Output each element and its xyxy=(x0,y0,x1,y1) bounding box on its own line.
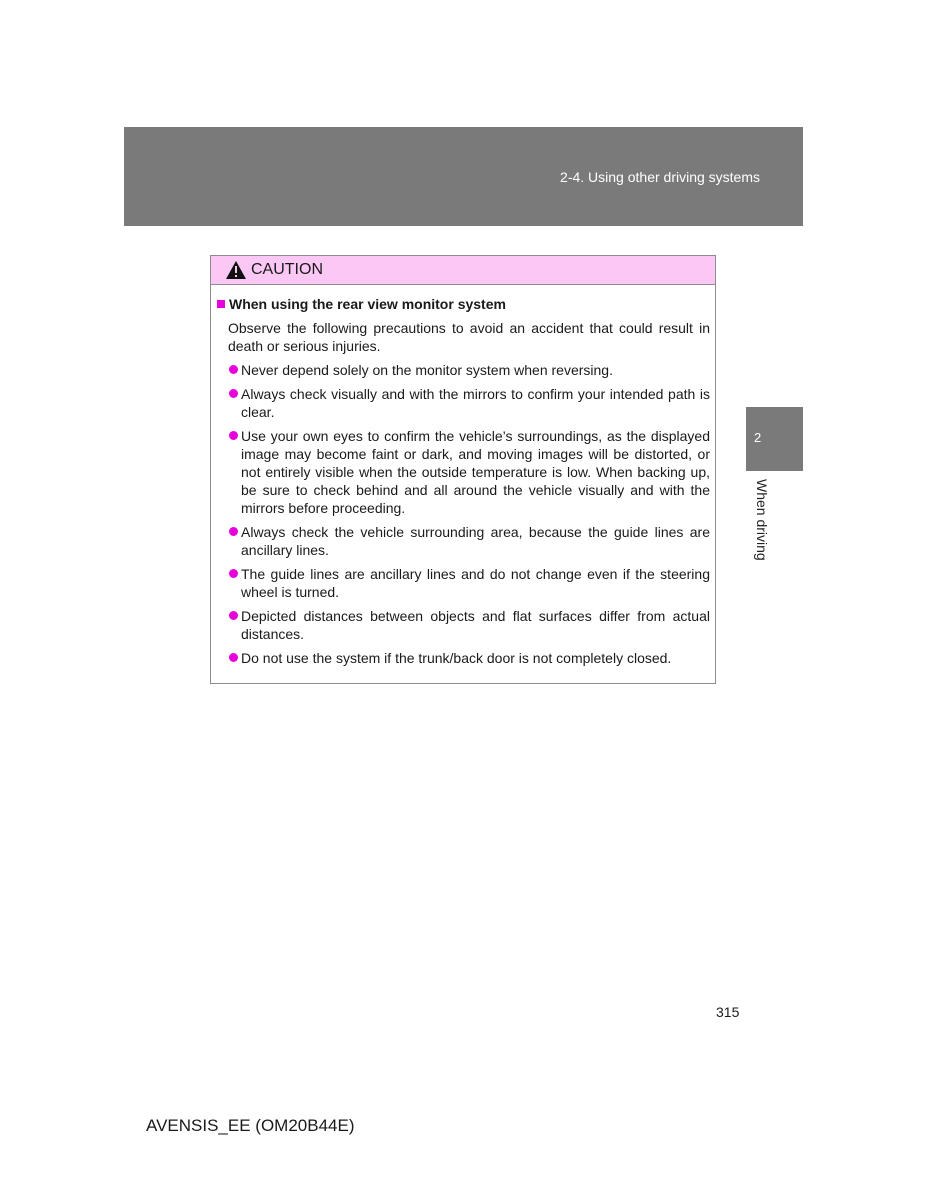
chapter-number: 2 xyxy=(754,430,762,445)
caution-section-title: When using the rear view monitor system xyxy=(229,296,506,312)
bullet-text: Always check visually and with the mirrors to confirm your intended path is clear. xyxy=(241,386,710,420)
bullet-dot-icon xyxy=(229,431,238,440)
bullet-dot-icon xyxy=(229,389,238,398)
caution-bullet-list xyxy=(216,361,710,667)
bullet-dot-icon xyxy=(229,569,238,578)
list-item xyxy=(216,361,710,379)
bullet-text: Use your own eyes to confirm the vehicle’s surroundings, as the displayed image may become faint or dark, and moving images will be distorted, or not entirely visible when the outside temperature is low. When backing up, be sure to check behind and all around the vehicle visually and with the mirrors before proceeding. xyxy=(241,428,710,516)
bullet-text: The guide lines are ancillary lines and do not change even if the steering wheel is turned. xyxy=(241,566,710,600)
warning-triangle-icon xyxy=(225,260,247,280)
bullet-text: Never depend solely on the monitor system when reversing. xyxy=(241,362,613,378)
caution-label: CAUTION xyxy=(251,261,323,278)
bullet-dot-icon xyxy=(229,653,238,662)
section-title: 2-4. Using other driving systems xyxy=(560,169,760,185)
chapter-header-bar xyxy=(124,127,803,226)
caution-box xyxy=(210,255,716,684)
list-item xyxy=(216,565,710,601)
page-number: 315 xyxy=(716,1004,740,1020)
bullet-dot-icon xyxy=(229,611,238,620)
caution-header xyxy=(211,256,715,285)
bullet-dot-icon xyxy=(229,365,238,374)
chapter-tab xyxy=(746,407,803,471)
caution-intro: Observe the following precautions to avoid an accident that could result in death or serious injuries. xyxy=(228,320,710,354)
bullet-text: Do not use the system if the trunk/back door is not completely closed. xyxy=(241,650,672,666)
list-item xyxy=(216,607,710,643)
list-item xyxy=(216,427,710,517)
chapter-label: When driving xyxy=(754,479,770,561)
caution-body xyxy=(211,285,715,667)
bullet-text: Depicted distances between objects and flat surfaces differ from actual distances. xyxy=(241,608,710,642)
caution-section-heading xyxy=(216,295,710,313)
list-item xyxy=(216,649,710,667)
list-item xyxy=(216,523,710,559)
square-bullet-icon xyxy=(217,300,225,308)
document-code: AVENSIS_EE (OM20B44E) xyxy=(146,1116,355,1135)
bullet-dot-icon xyxy=(229,527,238,536)
list-item xyxy=(216,385,710,421)
bullet-text: Always check the vehicle surrounding area, because the guide lines are ancillary lines. xyxy=(241,524,710,558)
